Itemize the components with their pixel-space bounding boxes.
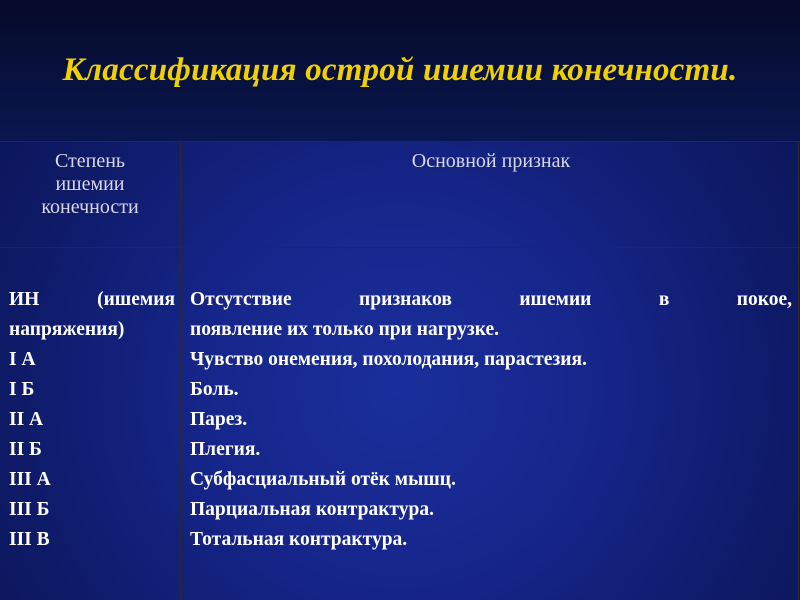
sign-first-line: [190, 285, 792, 315]
table-right-border: [798, 141, 799, 600]
header-degree-line: ишемии: [55, 173, 125, 195]
sign-word: признаков: [359, 289, 452, 310]
sign-line: Парциальная контрактура.: [190, 499, 434, 520]
column-divider: [180, 141, 181, 600]
degree-line: II А: [9, 409, 44, 430]
sign-line: Плегия.: [190, 439, 261, 460]
degree-line: II Б: [9, 439, 42, 460]
header-main-sign: Основной признак: [411, 150, 571, 172]
degree-line: I А: [9, 349, 36, 370]
sign-line: Субфасциальный отёк мышц.: [190, 469, 456, 490]
degree-word: (ишемия: [97, 289, 175, 310]
degree-line: III В: [9, 529, 50, 550]
degree-line: I Б: [9, 379, 35, 400]
degree-line: напряжения): [9, 319, 125, 340]
sign-word: покое,: [736, 289, 792, 310]
degree-first-line: [9, 285, 175, 315]
header-degree: [0, 150, 180, 219]
sign-word: ишемии: [519, 289, 592, 310]
classification-table: [0, 141, 800, 600]
degree-word: ИН: [9, 289, 40, 310]
sign-line: Парез.: [190, 409, 248, 430]
degree-line: III А: [9, 469, 51, 490]
sign-column: [190, 285, 792, 555]
sign-line: Боль.: [190, 379, 239, 400]
sign-word: Отсутствие: [190, 289, 292, 310]
table-top-border: [0, 141, 800, 142]
header-degree-line: Степень: [54, 150, 126, 172]
degree-line: III Б: [9, 499, 50, 520]
slide-title: Классификация острой ишемии конечности.: [62, 52, 738, 88]
header-degree-line: конечности: [41, 196, 139, 218]
degree-column: [9, 285, 175, 555]
sign-line: появление их только при нагрузке.: [190, 319, 500, 340]
header-row-divider: [0, 247, 800, 248]
sign-line: Чувство онемения, похолодания, парастезия.: [190, 349, 587, 370]
sign-line: Тотальная контрактура.: [190, 529, 408, 550]
sign-word: в: [658, 289, 670, 310]
